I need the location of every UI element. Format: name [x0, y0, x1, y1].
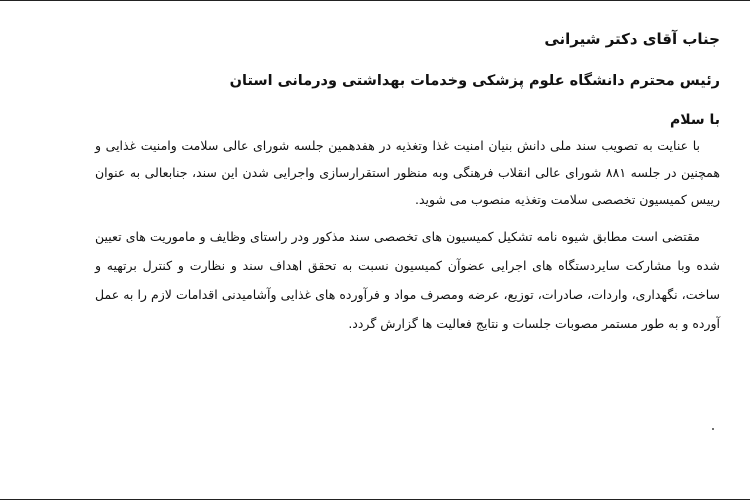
letter-salutation: جناب آقای دکتر شیرانی	[544, 30, 720, 48]
scan-speck	[712, 428, 714, 430]
paragraph-1-text: با عنایت به تصویب سند ملی دانش بنیان امنیت غذا وتغذیه در هفدهمین جلسه شورای عالی سلامت وامنیت غذایی و همچنین در جلسه ۸۸۱ شورای عالی انقلاب فرهنگی وبه منظور استقرارسازی واجرایی شدن این سند، جنابعالی به عنوان رییس کمیسیون تخصصی سلامت وتغذیه منصوب می شوید.	[95, 138, 721, 207]
recipient-position: رئیس محترم دانشگاه علوم پزشکی وخدمات بهداشتی ودرمانی استان	[229, 73, 720, 89]
letter-body	[95, 28, 720, 338]
letter-paragraph-2	[95, 222, 720, 338]
page-top-border	[0, 0, 750, 1]
letter-greeting: با سلام	[669, 112, 720, 128]
letter-paragraph-1	[95, 132, 720, 213]
paragraph-2-text: مقتضی است مطابق شیوه نامه تشکیل کمیسیون های تخصصی سند مذکور ودر راستای وظایف و ماموریت های تعیین شده وبا مشارکت سایردستگاه های اجرایی عضوآن کمیسیون نسبت به تحقق اهداف سند و نظارت و کنترل برتهیه و ساخت، نگهداری، واردات، صادرات، توزیع، عرضه ومصرف مواد و فرآورده های غذایی وآشامیدنی اقدامات لازم را به عمل آورده و به طور مستمر مصوبات جلسات و نتایج فعالیت ها گزارش گردد.	[95, 229, 720, 331]
